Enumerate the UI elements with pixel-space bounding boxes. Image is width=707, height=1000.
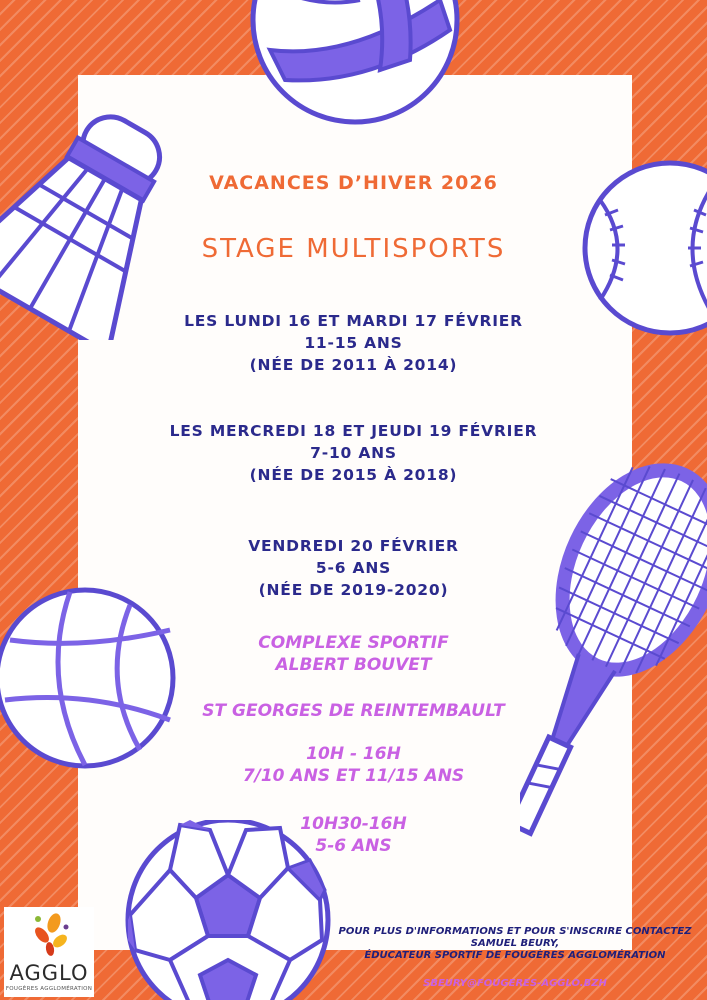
venue-line-1: COMPLEXE SPORTIF xyxy=(258,633,449,653)
session-dates: LES LUNDI 16 ET MARDI 17 FÉVRIER xyxy=(184,312,523,330)
contact-line-1: POUR PLUS D'INFORMATIONS ET POUR S'INSCRIRE CONTACTEZ xyxy=(338,926,692,937)
schedule-block-2 xyxy=(0,813,707,857)
page-subtitle: STAGE MULTISPORTS xyxy=(201,234,506,264)
session-birth-years: (NÉE DE 2019-2020) xyxy=(258,581,449,599)
session-ages: 5-6 ANS xyxy=(315,559,392,577)
shuttlecock-icon xyxy=(0,100,170,340)
contact-info xyxy=(330,926,700,962)
session-block-3 xyxy=(0,535,707,601)
schedule-time: 10H - 16H xyxy=(306,744,401,764)
schedule-groups: 7/10 ANS ET 11/15 ANS xyxy=(242,766,465,786)
contact-email-link[interactable]: SBEURY@FOUGERES-AGGLO.BZH xyxy=(423,978,607,989)
schedule-block-1 xyxy=(0,743,707,787)
session-ages: 11-15 ANS xyxy=(304,334,403,352)
venue-name xyxy=(0,632,707,676)
volleyball-icon xyxy=(240,0,470,130)
contact-line-3: ÉDUCATEUR SPORTIF DE FOUGÈRES AGGLOMÉRATION xyxy=(364,950,666,961)
agglo-logo-icon xyxy=(28,909,72,959)
session-birth-years: (NÉE DE 2015 À 2018) xyxy=(249,466,458,484)
session-block-1 xyxy=(0,310,707,376)
schedule-groups: 5-6 ANS xyxy=(315,836,392,856)
venue-town: ST GEORGES DE REINTEMBAULT xyxy=(202,701,505,721)
agglo-logo xyxy=(4,907,94,997)
session-ages: 7-10 ANS xyxy=(310,444,397,462)
schedule-time: 10H30-16H xyxy=(300,814,407,834)
session-dates: VENDREDI 20 FÉVRIER xyxy=(248,537,459,555)
page-title: VACANCES D’HIVER 2026 xyxy=(209,172,498,194)
session-dates: LES MERCREDI 18 ET JEUDI 19 FÉVRIER xyxy=(169,422,538,440)
venue-line-2: ALBERT BOUVET xyxy=(275,655,432,675)
session-block-2 xyxy=(0,420,707,486)
logo-name: AGGLO xyxy=(9,961,89,985)
session-birth-years: (NÉE DE 2011 À 2014) xyxy=(249,356,458,374)
logo-subtitle: FOUGÈRES AGGLOMÉRATION xyxy=(5,986,93,992)
contact-line-2: SAMUEL BEURY, xyxy=(470,938,560,949)
